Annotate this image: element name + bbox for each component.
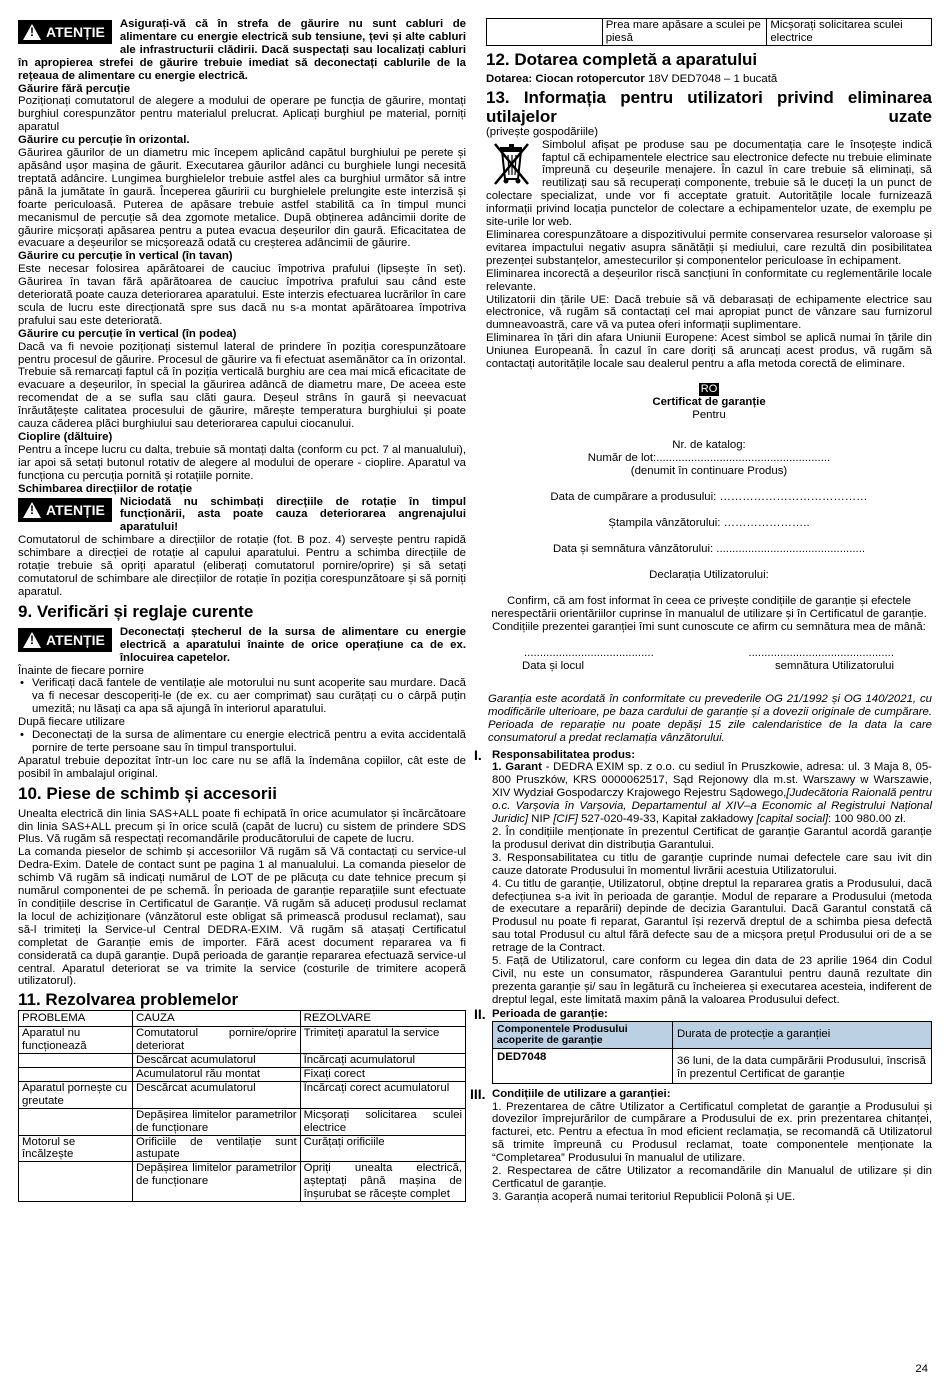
paragraph — [492, 761, 932, 826]
paragraph: 2. Respectarea de către Utilizator a recomandările din Manualul de utilizare și din Certficatul de garanție. — [492, 1165, 932, 1190]
table-cell — [19, 1108, 133, 1135]
italic-text: [capital social] — [756, 813, 829, 826]
table-cell: Încărcați acumulatorul — [300, 1054, 465, 1068]
subtitle: (privește gospodăriile) — [486, 125, 599, 138]
section-heading: Responsabilitatea produs: — [492, 748, 636, 761]
list-item: • Deconectați de la sursa de alimentare cu energie electrică pentru a evita accidentală pornire de terte persoane sau în timpul transportului. — [18, 729, 466, 755]
certificate-for: Pentru — [692, 408, 726, 421]
paragraph: Comutatorul de schimbare a direcțiilor de rotație (fot. B poz. 4) servește pentru rapidă schimbare a direcției de rotație al capului aparatului. Pentru a schimba direcțiile de rotație trebuie să opriți aparatul (eliberați comutatorul pornire/oprire) și să setați comutatorul de schimbare ale direcțiilor de rotație în poziția corespunzătoare și să porniți aparatul. — [18, 534, 466, 598]
paragraph: Unealta electrică din linia SAS+ALL poate fi echipată în orice acumulator și încărcătoare din linia SAS+ALL precum și în orice sculă (capăt de lucru) cu sistem de prindere SDS Plus. Vă rugăm să respectați recomandările producătorului de capete de lucru. — [18, 807, 466, 846]
table-cell: Prea mare apăsare a sculei pe piesă — [602, 19, 767, 46]
warning-badge: ! ATENȚIE — [18, 628, 112, 652]
section-number: III. — [470, 1085, 486, 1102]
right-column — [470, 18, 932, 1204]
section-title-11: 11. Rezolvarea problemelor — [18, 990, 239, 1010]
confirmation-text: Confirm, că am fost informat în ceea ce privește condițiile de garanție și efectele nerespectării orientăriilor cuprinse în manualul de utilizare și în Certificatul de garanție. Condițiile prezentei garanției îmi sunt cunoscute ce afirm cu semnătura mea de mână: — [491, 594, 927, 633]
table-cell: Comutatorul pornire/oprire deteriorat — [132, 1027, 300, 1054]
table-cell: Depășirea limitelor parametrilor de funcționare — [132, 1108, 300, 1135]
section-number: I. — [474, 746, 482, 763]
bullet-list — [18, 677, 466, 716]
date-place-line: ......................................... — [524, 646, 654, 659]
table-row — [19, 1027, 466, 1054]
table-cell: Orificiile de ventilație sunt astupate — [132, 1135, 300, 1162]
text: NIP — [528, 813, 554, 826]
user-declaration: Declarația Utilizatorului: — [649, 568, 769, 581]
troubleshooting-table — [18, 1010, 466, 1202]
heading: Găurire cu percuție în orizontal. — [18, 134, 190, 147]
table-cell: Motorul se încălzește — [19, 1135, 133, 1162]
date-place-label: Data și locul — [522, 659, 585, 672]
warning-badge: ! ATENȚIE — [18, 20, 112, 44]
table-row — [19, 1067, 466, 1081]
table-cell: Opriți unealta electrică, așteptați până mașina de înșurubat se răcește complet — [300, 1162, 465, 1202]
warning-icon: ! — [23, 632, 41, 648]
paragraph: Înainte de fiecare pornire — [18, 664, 145, 677]
section-warranty-conditions — [470, 1085, 932, 1204]
list-item: • Verificați dacă fantele de ventilație ale motorului nu sunt acoperite sau murdare. Dacă va fi necesar descoperiți-le (de ex. cu aer comprimat) sau curățați cu o cârpă puțin umezită; nu lăsați ca apa să ajungă în interiorul aparatului. — [18, 677, 466, 716]
warning-block-2 — [18, 496, 466, 535]
section-heading: Condițiile de utilizare a garanției: — [492, 1087, 671, 1100]
table-row — [19, 1081, 466, 1108]
section-heading: Perioada de garanție: — [492, 1007, 608, 1020]
paragraph: Eliminarea în țări din afara Uniunii Europene: Acest simbol se aplică numai în țările din Uniunea Europeană. În cazul în care doriți să aruncați acest produs, vă rugăm să contactați autoritățile locale sau dealerul pentru a afla metoda corectă de eliminare. — [486, 332, 932, 371]
warning-text: Niciodată nu schimbați direcțiile de rotație în timpul funcționării, asta poate cauza deteriorarea angrenajului aparatului! — [119, 495, 466, 534]
italic-text: [Judecătoria Raională pentru o.c. Varșovia în Varșovia, Departamentul al XIV–a Economic al Registrului Național Juridic] — [492, 787, 932, 826]
paragraph: 4. Cu titlu de garanție, Utilizatorul, obține dreptul la repararea gratis a Produsului, dacă defecțiunea s-a ivit în perioada de garanție. Modul de reparare a Produsului (metoda de executare a reparării) depinde de decizia Garantului. Dacă Garantul constată că Produsul nu poate fi reparat, Garantul își rezervă dreptul de a schimba piesa defectă sau total Produsul cu altul fără defecte sau de a micșora prețul Produsului ori de a se retrage de la Contract. — [492, 877, 932, 955]
paragraph: Dacă va fi nevoie poziționați sistemul lateral de prindere în poziția corespunzătoare pentru procesul de găurire. Procesul de găurire va fi efectuat asemănător ca în orizontal. Trebuie să remarcați faptul că în poziția verticală burghiu are cea mai mică eficacitate de evacuare a deșeurilor, în special la găurirea adâncă de diametru mare, De aceea este recomendat de a se sufla sau clăti gaura. Deșeul strâns în gaură și neevacuat înrăutățește calitatea procesului de găurire, mărește temperatura burghiului și poate cauza căderea plăci burghiului sau deteriorarea capului ciocanului. — [18, 340, 466, 431]
section-title-13: 13. Informația pentru utilizatori privind eliminarea utilajelor uzate — [486, 87, 932, 126]
table-cell: Încărcați corect acumulatorul — [300, 1081, 465, 1108]
table-cell: Curățați orificiile — [300, 1135, 465, 1162]
left-column — [18, 18, 466, 1202]
value: 18V DED7048 – 1 bucată — [644, 72, 778, 85]
warning-text: Asigurați-vă că în strefa de găurire nu sunt cabluri de alimentare cu energie electrică sub tensiune, țevi și alte cabluri ale infrastructurii clădirii. Dacă suspectați sau localizați cabluri în apropierea strefei de găurire trebuie imediat să deconectați cablurile de la rețeaua de alimentare cu energie electrică. — [18, 18, 466, 82]
paragraph: 2. În condițiile menționate în prezentul Certificat de garanție Garantul acordă garanție la produsul derivat din distribuția Garantului. — [492, 826, 932, 851]
table-cell: Micșorați solicitarea sculei electrice — [767, 19, 932, 46]
paragraph: Este necesar folosirea apărătoarei de cauciuc împotriva prafului (lipsește în set). Găurirea în tavan fără apărătoarea de cauciuc împotriva prafului sau când este deteriorată poate cauza deteriorarea aparatului. Este interzis efectuarea lucrărilor în care scula de lucru este direcționată spre sus dacă nu s-a montat apărătoarea împotriva prafului sau este deteriorată. — [18, 263, 466, 327]
page-number: 24 — [915, 1363, 928, 1375]
signature-lines — [486, 647, 932, 660]
crossed-bin-icon — [490, 139, 536, 187]
table-header: PROBLEMA — [19, 1011, 133, 1027]
warranty-table — [492, 1021, 932, 1084]
paragraph: La comanda pieselor de schimb și accesoriilor Vă rugăm să Vă contactați cu service-ul Dedra-Exim. Datele de contact sunt pe pagina 1 al manualului. La comanda pieselor de schimb Vă rugăm să indicați numărul de LOT de pe plăcuța cu date tehnice precum și numărul componentei de pe schemă. În perioada de garanție reparațiile sunt efectuate în condițiile descrise în Certificatul de Garanție. Vă rugăm să aduceți produsul reclamat la locul de achiziționare (vânzătorul este obligat să primească produsul reclamat), sau să-l trimiteți la Service-ul Central DEDRA-EXIM. Vă rugăm să atașați Certificatul completat de Garanție emis de importer. Fără acest document repararea va fi considerată ca după garanție. După perioada de garanție repararea efectuază service-ul central. Aparatul deteriorat se va trimite la service (costurile de trimitere acoperă utilizatorul). — [18, 846, 466, 988]
language-badge: RO — [700, 382, 718, 395]
table-header: CAUZA — [132, 1011, 300, 1027]
heading: Cioplire (dăltuire) — [18, 431, 113, 443]
table-cell: Fixați corect — [300, 1067, 465, 1081]
table-row — [19, 1054, 466, 1068]
catalog-number: Nr. de katalog: — [672, 438, 746, 451]
warning-icon: ! — [23, 502, 41, 518]
table-header: REZOLVARE — [300, 1011, 465, 1027]
table-cell: Micșorați solicitarea sculei electrice — [300, 1108, 465, 1135]
paragraph: Pentru a începe lucru cu dalta, trebuie să montați dalta (conform cu pct. 7 al manualului), iar apoi să setați butonul rotativ de alegere al modului de operare - cioplire. Aparatul va funcționa cu percuția pornită și rotațiile pornite. — [18, 443, 466, 482]
heading: Găurire cu percuție în vertical (în podea) — [18, 327, 237, 340]
paragraph — [486, 73, 932, 86]
section-title-9: 9. Verificări și reglaje curente — [18, 601, 254, 621]
text: - DEDRA EXIM sp. z o.o. cu sediul în Pruszkowie, adresa: ul. 3 Maja 8, 05-800 Pruszków, KRS 0000062517, Sąd Rejonowy dla m.st. Warszawy w Warszawie, XIV Wydział Gospodarczy Krajowego Rejestru Sądowego, — [492, 761, 932, 800]
paragraph: 1. Prezentarea de către Utilizator a Certificatul completat de garanție a Produsului și dovezilor împrejurărilor de cumpărare a Produsului de ex. prin prezentarea chitanței, facturei, etc. Pentru a efectua în mod eficient reclamația, se recomandă că Utilizatorul să trimite împreună cu Produsul reclamat, toate componentele menționate la “Completarea” Produsului în manualul de utilizare. — [492, 1100, 932, 1165]
text: 527-020-49-33, Kapitał zakładowy — [577, 813, 757, 826]
bold-text: 1. Garant — [492, 761, 542, 774]
user-signature-label: semnătura Utilizatorului — [774, 659, 894, 672]
section-title-10: 10. Piese de schimb și accesorii — [18, 783, 277, 803]
table-cell: Acumulatorul rău montat — [132, 1067, 300, 1081]
signature-labels — [486, 660, 932, 673]
section-title-12: 12. Dotarea completă a aparatului — [486, 49, 758, 69]
purchase-date: Data de cumpărare a produsului: ………………………………… — [550, 490, 868, 503]
text: : 100 980.00 zł. — [828, 813, 906, 826]
label: Dotarea: Ciocan rotopercutor — [486, 72, 645, 85]
table-cell: Descărcat acumulatorul — [132, 1054, 300, 1068]
table-cell: Depășirea limitelor parametrilor de funcționare — [132, 1162, 300, 1202]
table-header: Componentele Produsului acoperite de garanție — [493, 1021, 673, 1048]
paragraph — [486, 139, 932, 229]
lot-number: Număr de lot:....................................................... — [587, 451, 831, 464]
paragraph: Utilizatorii din țările UE: Dacă trebuie să vă debarasați de echipamente electrice sau electronice, vă rugăm să contactați cel mai apropiat punct de vânzare sau furnizorul dumneavoastră, care vă va putea oferi informații suplimentare. — [486, 293, 932, 332]
table-cell: DED7048 — [493, 1048, 673, 1083]
warning-block-1 — [18, 18, 466, 83]
section-number: II. — [474, 1005, 486, 1022]
seller-stamp: Ștampila vânzătorului: ………………….. — [608, 516, 810, 529]
paragraph: Aparatul trebuie depozitat într-un loc care nu se află la îndemâna copiilor, cât este de posibil în ambalajul original. — [18, 754, 466, 780]
warning-badge: ! ATENȚIE — [18, 498, 112, 522]
table-cell — [19, 1162, 133, 1202]
table-row — [19, 1162, 466, 1202]
warranty-legal-note: Garanția este acordată în conformitate cu prevederile OG 21/1992 și OG 140/2021, cu modificările ulterioare, pe baza cardului de garanție și a dovezii originale de cumpărare. Perioada de reparație nu poate depăși 15 zile calendaristice de la data la care consumatorul a predat reclamația vânzătorului. — [488, 692, 932, 744]
paragraph: 3. Garanția acoperă numai teritoriul Republicii Polonă și UE. — [492, 1190, 796, 1203]
table-row — [19, 1108, 466, 1135]
heading: Găurire fără percuție — [18, 82, 131, 95]
table-cell — [19, 1067, 133, 1081]
heading: Găurire cu percuție în vertical (în tavan) — [18, 250, 233, 263]
section-responsibility — [474, 746, 932, 1007]
certificate-title: Certificat de garanție — [652, 395, 766, 408]
warranty-certificate — [486, 383, 932, 673]
italic-text: [CIF] — [553, 813, 578, 826]
warning-block-3 — [18, 626, 466, 665]
table-cell: Descărcat acumulatorul — [132, 1081, 300, 1108]
section-warranty-period — [474, 1005, 932, 1084]
paragraph: După fiecare utilizare — [18, 716, 125, 729]
table-row — [19, 1135, 466, 1162]
table-cell — [487, 19, 603, 46]
troubleshooting-table-continued — [486, 18, 932, 46]
table-cell: 36 luni, de la data cumpărării Produsului, înscrisă în prezentul Certificat de garanție — [672, 1048, 931, 1083]
table-cell — [19, 1054, 133, 1068]
warning-icon: ! — [23, 24, 41, 40]
paragraph: 3. Responsabilitatea cu titlu de garanție cuprinde numai defectele care sau ivit din cauze datorate Produsului în momentul livrării acestuia Utilizatorului. — [492, 851, 932, 877]
paragraph: Poziționați comutatorul de alegere a modului de operare pe funcția de găurire, montați burghiul corespunzător pentru materialul prelucrat. Aplicați burghiul pe material, porniți aparatul — [18, 95, 466, 134]
paragraph: Găurirea găurilor de un diametru mic începem aplicând capătul burghiului pe perete și apăsând ușor mașina de găurit. Executarea găurilor adânci cu burghiele lungi necesită treptată adâncire. Lungimea burghielelor trebuie astfel ales ca burghiul următor să intre până la jumătate în gaură. Începerea găuririi cu burghielele prelungite este interzisă și foarte periculoasă. Puterea de apăsare trebuie astfel stabilită ca în timpul munci mecanismul de percuție să dea zgomote metalice. După obținerea adâncimii dorite de găurire micșorați apăsarea pentru a putea evacua deșeurilor din gaură. Eficacitatea de evacuare a deșeurilor se micșorează odată cu creșterea adâncimii de găurire. — [18, 147, 466, 250]
disposal-text: Simbolul afișat pe produse sau pe documentația care le însoțește indică faptul că echipamentele electrice sau electronice defecte nu trebuie eliminate împreună cu deșeurile menajere. În cazul în care trebuie să eliminați, să reutilizați sau să recuperați componente, trebuie să le duceți la un punct de colectare specializat, unde vor fi acceptate gratuit. Autoritățile locale furnizează informații privind locația punctelor de colectare a echipamentelor uzate, de exemplu pe site-urile lor web. — [486, 138, 932, 229]
bullet-list — [18, 729, 466, 755]
heading: Schimbarea direcțiilor de rotație — [18, 482, 193, 495]
table-cell: Aparatul nu funcționează — [19, 1027, 133, 1054]
table-cell: Trimiteți aparatul la service — [300, 1027, 465, 1054]
user-signature-line: .............................................. — [748, 646, 894, 659]
table-header: Durata de protecție a garanției — [672, 1021, 931, 1048]
seller-date-signature: Data și semnătura vânzătorului: ............................................... — [552, 542, 866, 555]
table-cell: Aparatul pornește cu greutate — [19, 1081, 133, 1108]
paragraph: Eliminarea incorectă a deșeurilor riscă sancțiuni în conformitate cu reglementările locale relevante. — [486, 267, 932, 293]
product-note: (denumit în continuare Produs) — [630, 464, 788, 477]
warning-text: Deconectați ștecherul de la sursa de alimentare cu energie electrică a aparatului înainte de orice operațiune ca de ex. înlocuirea capetelor. — [119, 625, 466, 664]
paragraph: 5. Față de Utilizatorul, care conform cu legea din data de 23 aprilie 1964 din Codul Civil, nu este un consumator, răspunderea Garantului pentru daună rezultate din prezenta garanție și/ sau în legătură cu încheierea și executarea acesteia, indiferent de dreptul legal, este limitată maxim până la valoarea Produsului defect. — [492, 955, 932, 1006]
paragraph: Eliminarea corespunzătoare a dispozitivului permite conservarea resurselor valoroase și evitarea impactului negativ asupra sănătății și mediului, care rezultă din posibilitatea prezenței substanțelor, amestecurilor și componentelor periculoase în echipament. — [486, 228, 932, 267]
